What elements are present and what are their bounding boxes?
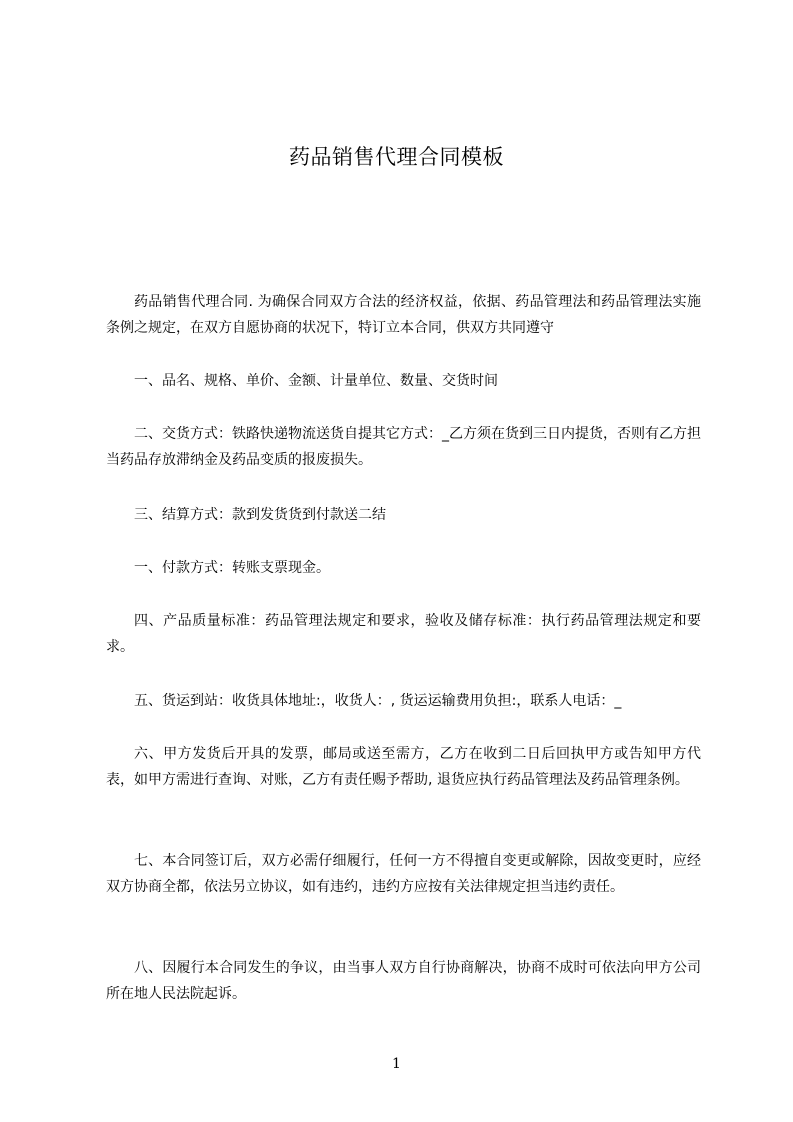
paragraph-clause-5: 五、货运到站：收货具体地址:，收货人：, 货运运输费用负担:，联系人电话：_ (134, 693, 622, 709)
paragraph-clause-3: 三、结算方式：款到发货货到付款送二结 (134, 507, 386, 523)
paragraph-clause-1: 一、品名、规格、单价、金额、计量单位、数量、交货时间 (134, 373, 498, 389)
paragraph-clause-4: 四、产品质量标准：药品管理法规定和要求，验收及储存标准：执行药品管理法规定和要求。 (106, 613, 701, 655)
paragraph-clause-payment: 一、付款方式：转账支票现金。 (134, 560, 330, 576)
page-number: 1 (392, 1056, 401, 1072)
paragraph-intro: 药品销售代理合同. 为确保合同双方合法的经济权益，依据、药品管理法和药品管理法实施条例之规定，在双方自愿协商的状况下，特订立本合同，供双方共同遵守 (106, 294, 701, 336)
paragraph-clause-6: 六、甲方发货后开具的发票，邮局或送至需方，乙方在收到二日后回执甲方或告知甲方代表，如甲方需进行查询、对账，乙方有责任赐予帮助, 退货应执行药品管理法及药品管理条例。 (106, 746, 701, 788)
paragraph-clause-2: 二、交货方式：铁路快递物流送货自提其它方式：_乙方须在货到三日内提货，否则有乙方担当药品存放滞纳金及药品变质的报废损失。 (106, 426, 701, 468)
paragraph-clause-8: 八、因履行本合同发生的争议，由当事人双方自行协商解决，协商不成时可依法向甲方公司所在地人民法院起诉。 (106, 960, 701, 1002)
paragraph-clause-7: 七、本合同签订后，双方必需仔细履行，任何一方不得擅自变更或解除，因故变更时，应经双方协商全都，依法另立协议，如有违约，违约方应按有关法律规定担当违约责任。 (106, 853, 701, 895)
document-title: 药品销售代理合同模板 (289, 145, 504, 169)
